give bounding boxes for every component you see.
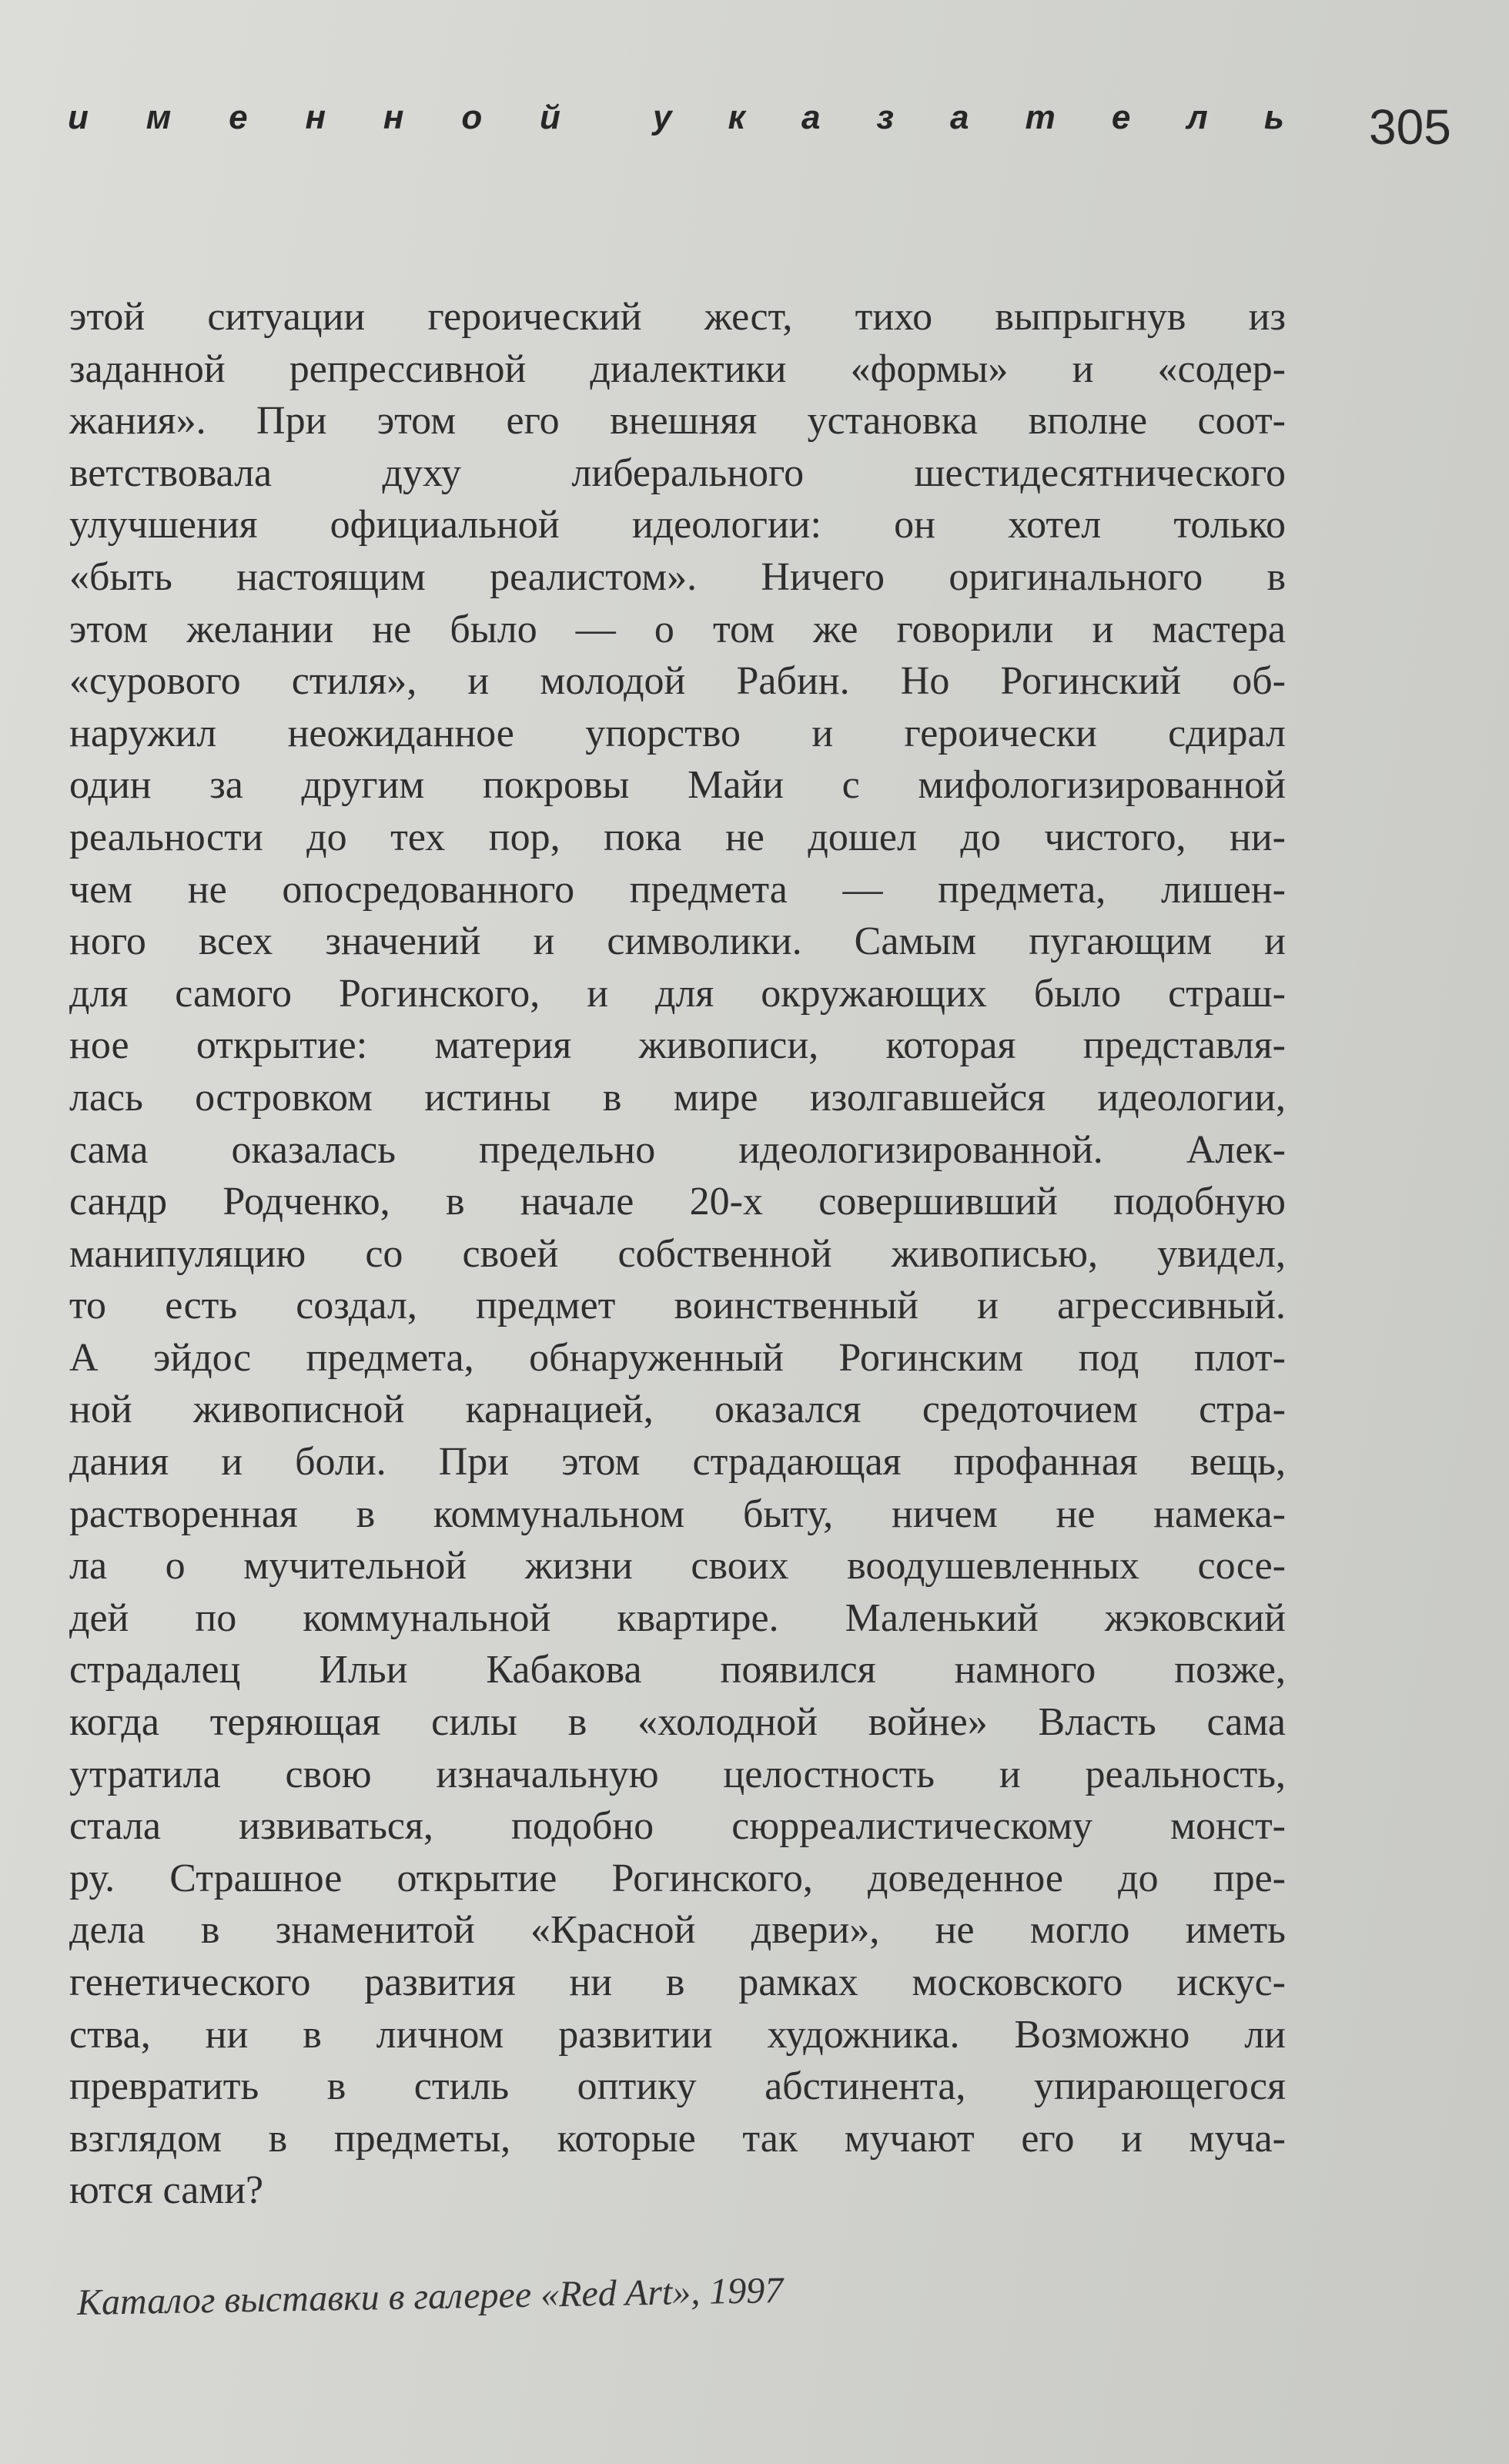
text-line: ру. Страшное открытие Рогинского, доведенное до пре- (69, 1856, 1286, 1900)
text-line: жания». При этом его внешняя установка вполне соот- (69, 399, 1286, 444)
running-head-letter: а (950, 99, 969, 136)
text-line: ла о мучительной жизни своих воодушевленных сосе- (69, 1544, 1286, 1589)
text-line: ного всех значений и символики. Самым пугающим и (69, 919, 1286, 964)
running-head-letter: у (653, 99, 672, 136)
text-line: реальности до тех пор, пока не дошел до чистого, ни- (69, 815, 1286, 859)
text-line: дей по коммунальной квартире. Маленький жэковский (69, 1595, 1286, 1640)
running-head (68, 99, 1284, 137)
running-head-letter: л (1186, 99, 1208, 136)
running-head-letter: к (728, 99, 745, 136)
text-line: взглядом в предметы, которые так мучают его и муча- (69, 2116, 1286, 2161)
running-head-letter: и (68, 99, 89, 136)
text-line: наружил неожиданное упорство и героически сдирал (69, 711, 1286, 755)
running-head-letter: з (876, 99, 894, 136)
text-line: дела в знаменитой «Красной двери», не могло иметь (69, 1908, 1286, 1953)
running-head-letter: ь (1263, 99, 1284, 136)
text-line: превратить в стиль оптику абстинента, упирающегося (69, 2064, 1286, 2109)
text-line: заданной репрессивной диалектики «формы» и «содер- (69, 346, 1286, 391)
running-head-letter: н (305, 99, 326, 136)
text-line: ются сами? (69, 2168, 264, 2213)
text-line: манипуляцию со своей собственной живописью, увидел, (69, 1231, 1286, 1276)
source-note: Каталог выставки в галерее «Red Art», 1997 (76, 2270, 784, 2323)
running-head-letter: й (540, 99, 560, 136)
text-line: «сурового стиля», и молодой Рабин. Но Рогинский об- (69, 659, 1286, 704)
text-line: растворенная в коммунальном быту, ничем не намека- (69, 1491, 1286, 1536)
text-line: лась островком истины в мире изолгавшейся идеологии, (69, 1075, 1286, 1120)
text-line: «быть настоящим реалистом». Ничего оригинального в (69, 554, 1286, 599)
text-line: А эйдос предмета, обнаруженный Рогинским под плот- (69, 1335, 1286, 1380)
running-head-letter: о (461, 99, 483, 136)
running-head-letter: а (801, 99, 821, 136)
running-head-word-1 (68, 99, 560, 137)
text-line: ной живописной карнацией, оказался средоточием стра- (69, 1388, 1286, 1432)
text-line: сама оказалась предельно идеологизированной. Алек- (69, 1127, 1286, 1172)
page-number: 305 (1369, 99, 1451, 155)
running-head-word-2 (653, 99, 1284, 137)
text-line: то есть создал, предмет воинственный и агрессивный. (69, 1284, 1286, 1328)
text-line: для самого Рогинского, и для окружающих было страш- (69, 971, 1286, 1016)
running-head-letter: м (146, 99, 172, 136)
text-line: генетического развития ни в рамках московского искус- (69, 1960, 1286, 2004)
text-line: этом желании не было — о том же говорили и мастера (69, 607, 1286, 651)
running-head-letter: е (229, 99, 248, 136)
running-head-letter: н (383, 99, 404, 136)
text-line: ветствовала духу либерального шестидесятнического (69, 450, 1286, 495)
body-text (69, 291, 1286, 2217)
running-head-letter: т (1025, 99, 1056, 136)
text-line: стала извиваться, подобно сюрреалистическому монст- (69, 1804, 1286, 1849)
text-line: ства, ни в личном развитии художника. Возможно ли (69, 2012, 1286, 2057)
text-line: утратила свою изначальную целостность и реальность, (69, 1752, 1286, 1796)
text-line: сандр Родченко, в начале 20-х совершивший подобную (69, 1180, 1286, 1224)
text-line: ное открытие: материя живописи, которая представля- (69, 1023, 1286, 1068)
text-line: страдалец Ильи Кабакова появился намного позже, (69, 1648, 1286, 1692)
text-line: этой ситуации героический жест, тихо выпрыгнув из (69, 295, 1286, 339)
running-head-letter: е (1111, 99, 1131, 136)
text-line: чем не опосредованного предмета — предмета, лишен- (69, 867, 1286, 912)
text-line: улучшения официальной идеологии: он хотел только (69, 503, 1286, 547)
text-line: когда теряющая силы в «холодной войне» Власть сама (69, 1700, 1286, 1745)
text-line: дания и боли. При этом страдающая профанная вещь, (69, 1440, 1286, 1485)
text-line: один за другим покровы Майи с мифологизированной (69, 763, 1286, 808)
